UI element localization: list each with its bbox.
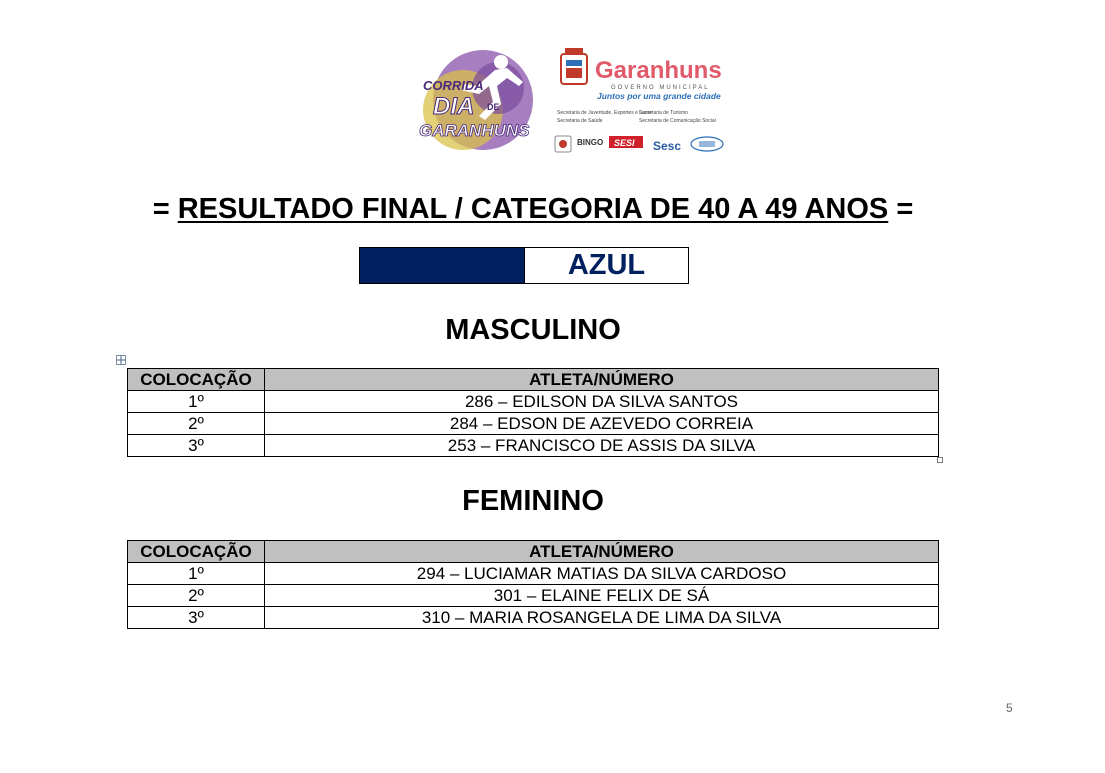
placement-cell: 1º (128, 563, 265, 585)
table-row (128, 413, 939, 435)
document-title (0, 193, 1066, 226)
table-row (128, 435, 939, 457)
table-row (128, 585, 939, 607)
secretaria-label: Secretaria de Saúde (557, 118, 603, 124)
placement-cell: 2º (128, 585, 265, 607)
gov-subtitle: GOVERNO MUNICIPAL (611, 85, 710, 91)
athlete-cell: 294 – LUCIAMAR MATIAS DA SILVA CARDOSO (265, 563, 939, 585)
secretaria-label: Secretaria de Juventude, Esportes e Lazer (557, 110, 652, 116)
gov-tagline: Juntos por uma grande cidade (597, 91, 721, 101)
sponsor-emblem-icon (555, 136, 571, 152)
header-colocacao: COLOCAÇÃO (128, 369, 265, 391)
sponsor-bingo: BINGO (577, 138, 604, 147)
color-swatch (360, 248, 525, 283)
table-move-handle-icon[interactable] (116, 355, 126, 365)
placement-cell: 2º (128, 413, 265, 435)
athlete-cell: 301 – ELAINE FELIX DE SÁ (265, 585, 939, 607)
sponsor-sesi: SESI (614, 138, 635, 148)
placement-cell: 3º (128, 435, 265, 457)
table-row (128, 563, 939, 585)
garanhuns-government-logo (553, 46, 728, 158)
placement-cell: 1º (128, 391, 265, 413)
gov-city-name: Garanhuns (595, 57, 722, 84)
category-color-box (359, 247, 689, 284)
header-atleta: ATLETA/NÚMERO (265, 369, 939, 391)
placement-cell: 3º (128, 607, 265, 629)
title-prefix: = (152, 193, 178, 225)
header-colocacao: COLOCAÇÃO (128, 541, 265, 563)
results-table-feminino (127, 540, 939, 629)
table-resize-handle[interactable] (937, 457, 943, 463)
secretaria-label: Secretaria de Turismo (639, 110, 688, 116)
fundarpe-emblem-icon (691, 137, 723, 151)
athlete-cell: 310 – MARIA ROSANGELA DE LIMA DA SILVA (265, 607, 939, 629)
athlete-cell: 286 – EDILSON DA SILVA SANTOS (265, 391, 939, 413)
table-header-row (128, 369, 939, 391)
title-suffix: = (888, 193, 914, 225)
table-row (128, 391, 939, 413)
table-row (128, 607, 939, 629)
logo-text-line: DIA (433, 93, 475, 120)
secretaria-label: Secretaria de Comunicação Social (639, 118, 716, 124)
color-label: AZUL (567, 249, 646, 281)
city-crest-icon (561, 48, 587, 84)
title-text: RESULTADO FINAL / CATEGORIA DE 40 A 49 ANOS (177, 193, 889, 225)
logo-text-line: DE (487, 102, 500, 112)
athlete-cell: 284 – EDSON DE AZEVEDO CORREIA (265, 413, 939, 435)
corrida-logo (403, 50, 543, 155)
athlete-cell: 253 – FRANCISCO DE ASSIS DA SILVA (265, 435, 939, 457)
sponsor-sesc: Sesc (653, 139, 682, 153)
header-atleta: ATLETA/NÚMERO (265, 541, 939, 563)
logo-text-line: CORRIDA (423, 78, 484, 93)
results-table-masculino (127, 368, 939, 457)
page-number: 5 (1006, 701, 1013, 715)
logo-text-line: GARANHUNS (419, 121, 530, 140)
section-title-masculino: MASCULINO (445, 314, 621, 346)
section-title-feminino: FEMININO (462, 485, 604, 517)
table-header-row (128, 541, 939, 563)
